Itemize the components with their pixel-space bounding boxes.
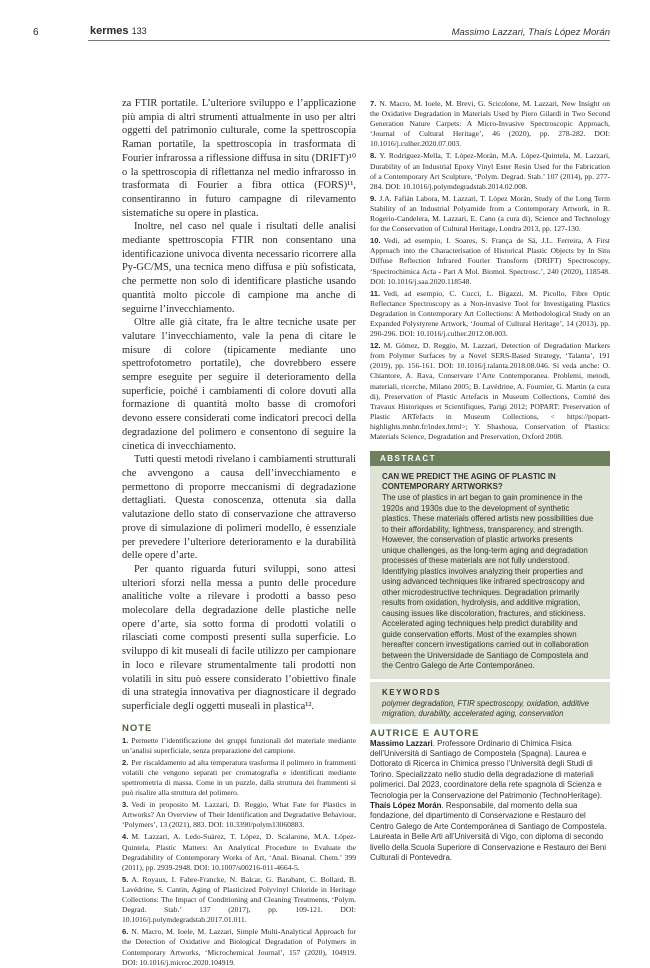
abstract-label: ABSTRACT (370, 451, 610, 466)
keywords-label: KEYWORDS (382, 687, 442, 697)
author-name: Thaís López Morán (370, 801, 442, 811)
body-paragraph: Oltre alle già citate, fra le altre tecniche usate per valutare l’invecchiamento, vale la pena di citare le misure di colore (tipicamente mediante uno spettrofotometro portatile), che dovrebbero essere sempre eseguite per seguire il deterioramento della superficie, poiché i cambiamenti di colore dovuti alla formazione di quantità molto basse di cromofori devono essere considerati come indicatori precoci della degradazione del polimero e consentono di seguire la cinetica di invecchiamento. (122, 317, 356, 452)
journal-brand (90, 25, 147, 37)
note-item: 6. N. Macro, M. Ioele, M. Lazzari, Simple Multi-Analytical Approach for the Detection of Oxidative and Biological Degradation of Polymers in Contemporary Artworks, ‘Microchemical Journal’, 157 (2020), 104919. DOI: 10.1016/j.microc.2020.104919. (122, 927, 356, 967)
note-item: 8. Y. Rodríguez-Mella, T. López-Morán, M.A. López-Quintela, M. Lazzari, Durability of an Industrial Epoxy Vinyl Ester Resin Used for the Fabrication of a Contemporary Art Sculpture, ‘Polym. Degrad. Stab.’ 107 (2014), pp. 277-284. DOI: 10.1016/j.polymdegradstab.2014.02.008. (370, 151, 610, 191)
left-column (122, 97, 356, 968)
author-bio: Thaís López Morán. Responsabile, dal momento della sua fondazione, del dipartimento di Conservazione e Restauro del Centro Galego de Arte Contemporánea di Santiago de Compostela. Laureata in Belle Arti all’Università di Vigo, con diploma di secondo livello della Scuola Superiore di Conservazione e Restauro dei Beni Culturali di Pontevedra. (370, 801, 607, 863)
body-paragraph: Per quanto riguarda futuri sviluppi, sono attesi ulteriori sforzi nella messa a punto delle procedure analitiche volte a rilevare i prodotti a basso peso molecolare della degradazione delle plastiche nelle opere d’arte, sia sotto forma di prodotti volatili o rilasciati come composti presenti sulla superficie. Lo sviluppo di kit museali di facile utilizzo per campionare in loco e rilevare strumentalmente tali prodotti non volatili in situ può essere considerato l’obiettivo finale di una strategia innovativa per diagnosticare il degrado superficiale degli oggetti museali in plastica¹². (122, 563, 356, 712)
note-item: 11. Vedi, ad esempio, C. Cucci, L. Bigazzi, M. Picollo, Fibre Optic Reflectance Spectroscopy as a Non-invasive Tool for Investigating Plastics Degradation in Contemporary Art Collections: A Methodological Study on an Expanded Polystyrene Artwork, ‘Journal of Cultural Heritage’, 14 (2013), pp. 290-296. DOI: 10.1016/j.culher.2012.08.003. (370, 288, 610, 339)
keywords-box (370, 682, 610, 724)
body-paragraph: Inoltre, nel caso nel quale i risultati delle analisi mediante spettroscopia FTIR non consentano una identificazione univoca diventa necessario ricorrere alla Py-GC/MS, una tecnica meno diffusa e più sofisticata, che permette non solo di identificare plastiche usando quantità molto piccole di campione ma anche di seguirne l’invecchiamento. (122, 221, 356, 315)
note-item: 9. J.A. Fafián Labora, M. Lazzari, T. López Morán, Study of the Long Term Stability of an Industrial Polyamide from a Contemporary Artwork, in R. Rogerio-Candelera, M. Lazzari, E. Cano (a cura di), Science and Technology for the Conservation of Cultural Heritage, Londra 2013, pp. 127-130. (370, 193, 610, 234)
note-item: 10. Vedi, ad esempio, I. Soares, S. França de Sá, J.L. Ferreira, A First Approach into the Characterisation of Historical Plastic Objects by In Situ Diffuse Reflection Infrared Fourier Transform (DRIFT) Spectroscopy, ‘Spectrochimica Acta - Part A Mol. Biomol. Spectrosc.’, 240 (2020), 118548. DOI: 10.1016/j.saa.2020.118548. (370, 236, 610, 286)
note-item: 1. Permette l’identificazione dei gruppi funzionali del materiale mediante un’analisi superficiale, senza preparazione del campione. (122, 735, 356, 755)
author-bio: Massimo Lazzari. Professore Ordinario di Chimica Fisica dell’Università di Santiago de Compostela (Spagna). Laurea e Dottorato di Ricerca in Chimica presso l’Università degli Studi di Torino. Specializzato nello studio della degradazione di materiali polimerici. Dal 2023, coordinatore della rete spagnola di Scienza e Tecnologia per la Conservazione del Patrimonio (TechnoHeritage). (370, 738, 603, 800)
abstract-box (370, 451, 610, 679)
header-rule (88, 40, 610, 41)
author-name: Massimo Lazzari (370, 738, 433, 748)
note-item: 2. Per riscaldamento ad alta temperatura trasforma il polimero in frammenti volatili che vengono separati per cromatografia e identificati mediante spettrometria di massa. Come in un puzzle, dalla struttura dei frammenti si può risalire alla struttura del polimero. (122, 757, 356, 798)
journal-name: kermes (90, 25, 129, 37)
journal-issue: 133 (131, 26, 147, 36)
body-paragraph: Tutti questi metodi rivelano i cambiamenti strutturali che avvengono a causa dell’invecchiamento e permettono di proporre meccanismi di degradazione dettagliati. Questa conoscenza, ottenuta sia dalla valutazione dello stato di conservazione che attraverso prove di simulazione di polimeri modello, è essenziale per prevedere l’ulteriore deterioramento e la durabilità delle opere d’arte. (122, 454, 356, 562)
note-item: 3. Vedi in proposito M. Lazzari, D. Reggio, What Fate for Plastics in Artworks? An Overview of Their Identification and Degradative Behaviour, ‘Polymers’, 13 (2021), 883. DOI: 10.3390/polym13060883. (122, 800, 356, 830)
running-authors: Massimo Lazzari, Thaís López Morán (451, 27, 610, 38)
right-column (370, 97, 610, 863)
note-item: 12. M. Gómez, D. Reggio, M. Lazzari, Detection of Degradation Markers from Polymer Surfaces by a Novel SERS-Based Strategy, ‘Talanta’, 191 (2019), pp. 156-161. DOI: 10.1016/j.talanta.2018.08.046. Si veda anche: O. Chiantore, A. Rava, Conservare l’Arte Contemporanea. Problemi, metodi, materiali, ricerche, Milano 2005; B. Lavédrine, A. Fournier, G. Martin (a cura di), Preservation of Plastic Artefacts in Museum Collections, Comité des Travaux Historiques et Scientifiques, Parigi 2012; POPART: Preservation of Plastic ARTefacts in Museum Collections, < https://popart-highlights.mnhn.fr/index.html>; Y. Shashoua, Conservation of Plastics: Materials Science, Degradation and Preservation, Oxford 2008. (370, 341, 610, 441)
body-paragraph: za FTIR portatile. L’ulteriore sviluppo e l’applicazione più ampia di altri strumenti attualmente in uso per altri oggetti del patrimonio culturale, come la spettroscopia Raman portatile, la spettroscopia in trasformata di Fourier infrarossa a riflessione diffusa in situ (DRIFT)¹⁰ o la spettroscopia di riflettanza nel medio infrarosso in trasformata di Fourier a fibra ottica (FORS)¹¹, consentiranno in futuro campagne di rilevamento sistematiche su opere in plastica. (122, 98, 356, 219)
keywords-text: polymer degradation, FTIR spectroscopy, oxidation, additive migration, durability, accelerated aging, conservation (382, 698, 590, 718)
page-number: 6 (33, 27, 39, 38)
abstract-title: CAN WE PREDICT THE AGING OF PLASTIC IN CONTEMPORARY ARTWORKS? (382, 472, 556, 492)
abstract-text: The use of plastics in art began to gain prominence in the 1920s and 1930s due to the development of synthetic plastics. These materials offered artists new possibilities due to their affordability, lightness, transparency, and strength. However, the conservation of plastic artworks presents unique challenges, as the long-term aging and degradation processes of these materials are not fully understood. Identifying plastics involves analyzing their properties and using advanced techniques like infrared spectroscopy and other microdestructive techniques. Degradation primarily results from oxidation, hydrolysis, and additive migration, causing issues like discoloration, fractures, and stickiness. Accelerated aging techniques help predict durability and guide conservation efforts. Most of the examples shown hereafter concern investigations carried out in collaboration between the Universidade de Santiago de Compostela and the Centro Galego de Arte Contemporáneo. (382, 493, 594, 671)
note-item: 5. A. Royaux, I. Fabre-Francke, N. Balcar, G. Barabant, C. Bollard, B. Lavédrine, S. Cantin, Aging of Plasticized Polyvinyl Chloride in Heritage Collections: The Impact of Conditioning and Cleaning Treatments, ‘Polym. Degrad. Stab.’ 137 (2017), pp. 109-121. DOI: 10.1016/j.polymdegradstab.2017.01.011. (122, 874, 356, 925)
authors-heading: AUTRICE E AUTORE (370, 727, 480, 739)
note-item: 4. M. Lazzari, A. Ledo-Suárez, T. López, D. Scalarone, M.A. López-Quintela, Plastic Matters: An Analytical Procedure to Evaluate the Degradability of Contemporary Works of Art, ‘Anal. Bioanal. Chem.’ 399 (2011), pp. 2939-2948. DOI: 10.1007/s00216-011-4664-5. (122, 832, 356, 872)
note-item: 7. N. Macro, M. Ioele, M. Brevi, G. Scicolone, M. Lazzari, New Insight on the Oxidative Degradation in Materials Used by Piero Gilardi in Two Second Generation Nature Carpets: A Micro-Invasive Spectroscopic Approach, ‘Journal of Cultural Heritage’, 46 (2020), pp. 278-282. DOI: 10.1016/j.culher.2020.07.003. (370, 99, 610, 149)
notes-heading: NOTE (122, 722, 153, 734)
